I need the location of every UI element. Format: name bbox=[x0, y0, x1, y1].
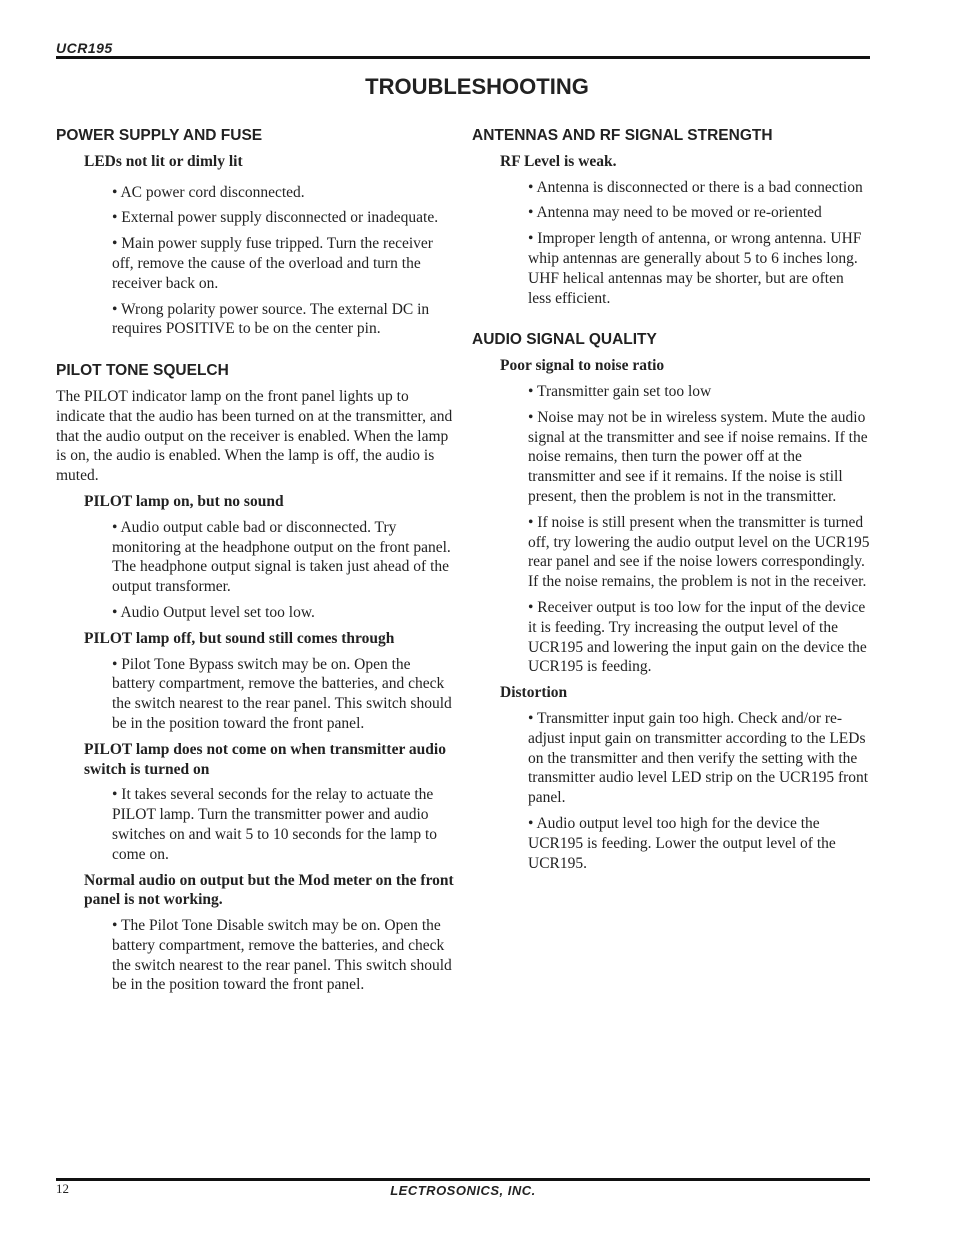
left-column bbox=[56, 126, 454, 1001]
list-item: • Main power supply fuse tripped. Turn the receiver off, remove the cause of the overload and turn the receiver back on. bbox=[112, 235, 433, 292]
list-item: • Noise may not be in wireless system. Mute the audio signal at the transmitter and see if noise remains. If the noise remains, then turn the power off at the transmitter and see if it remains. If the noise is still present, then the problem is not in the transmitter. bbox=[528, 408, 868, 505]
list-item: • Improper length of antenna, or wrong antenna. UHF whip antennas are generally about 5 to 6 inches long. UHF helical antennas may be shorter, but are often less efficient. bbox=[528, 230, 862, 307]
right-column bbox=[472, 126, 870, 879]
page-number: 12 bbox=[56, 1181, 69, 1196]
list-item: • Wrong polarity power source. The external DC in requires POSITIVE to be on the center pin. bbox=[112, 300, 430, 338]
header-model: UCR195 bbox=[56, 40, 113, 56]
subheading: PILOT lamp does not come on when transmitter audio switch is turned on bbox=[84, 740, 446, 778]
list-item: • Audio output level too high for the device the UCR195 is feeding. Lower the output level of the UCR195. bbox=[528, 814, 836, 872]
list-item: • Pilot Tone Bypass switch may be on. Open the battery compartment, remove the batteries, and check the switch nearest to the rear panel. This switch should be in the position toward the front panel. bbox=[112, 655, 452, 732]
subheading: Poor signal to noise ratio bbox=[500, 357, 665, 375]
subheading: Normal audio on output but the Mod meter on the front panel is not working. bbox=[84, 871, 454, 909]
section-heading-power: POWER SUPPLY AND FUSE bbox=[56, 127, 263, 144]
list-item: • AC power cord disconnected. bbox=[112, 183, 305, 201]
list-item: • Transmitter input gain too high. Check and/or re-adjust input gain on transmitter according to the LEDs on the transmitter and then verify the setting with the transmitter audio level LED strip on the UCR195 front panel. bbox=[528, 709, 869, 807]
page-title: TROUBLESHOOTING bbox=[365, 74, 589, 99]
subheading: PILOT lamp on, but no sound bbox=[84, 492, 284, 510]
spacer bbox=[56, 345, 454, 361]
list-item: • Antenna may need to be moved or re-oriented bbox=[528, 204, 822, 222]
list-item: • Transmitter gain set too low bbox=[528, 382, 712, 400]
list-item: • Audio Output level set too low. bbox=[112, 603, 315, 621]
subheading: LEDs not lit or dimly lit bbox=[84, 152, 243, 170]
section-heading-antennas: ANTENNAS AND RF SIGNAL STRENGTH bbox=[472, 127, 773, 144]
section-heading-pilot: PILOT TONE SQUELCH bbox=[56, 362, 229, 380]
list-item: • Audio output cable bad or disconnected. Try monitoring at the headphone output on the front panel. The headphone output signal is taken just ahead of the output transformer. bbox=[112, 518, 451, 596]
list-item: • External power supply disconnected or inadequate. bbox=[112, 209, 439, 227]
list-item: • Receiver output is too low for the input of the device it is feeding. Try increasing the output level of the UCR195 and lowering the input gain on the device the UCR195 is feeding. bbox=[528, 598, 867, 676]
subheading: PILOT lamp off, but sound still comes through bbox=[84, 629, 395, 647]
header-rule bbox=[56, 56, 870, 59]
list-item: • Antenna is disconnected or there is a bad connection bbox=[528, 178, 863, 196]
subheading: Distortion bbox=[500, 684, 568, 702]
list-item: • The Pilot Tone Disable switch may be on. Open the battery compartment, remove the batteries, and check the switch nearest to the rear panel. This switch should be in the position toward the front panel. bbox=[112, 917, 452, 994]
footer-company: LECTROSONICS, INC. bbox=[390, 1183, 536, 1198]
footer-rule bbox=[56, 1178, 870, 1181]
list-item: • It takes several seconds for the relay to actuate the PILOT lamp. Turn the transmitter power and audio switches on and wait 5 to 10 seconds for the lamp to come on. bbox=[112, 786, 438, 863]
section-heading-audio: AUDIO SIGNAL QUALITY bbox=[472, 331, 657, 349]
paragraph: The PILOT indicator lamp on the front panel lights up to indicate that the audio has been turned on at the transmitter, and that the audio output on the receiver is enabled. When the lamp is on, the audio is enabled. When the lamp is off, the audio is muted. bbox=[56, 387, 453, 485]
list-item: • If noise is still present when the transmitter is turned off, try lowering the audio output level on the UCR195 rear panel and see if the noise lowers correspondingly. If the noise remains, the problem is not in the receiver. bbox=[528, 513, 870, 591]
subheading: RF Level is weak. bbox=[500, 152, 617, 170]
spacer bbox=[472, 314, 870, 330]
